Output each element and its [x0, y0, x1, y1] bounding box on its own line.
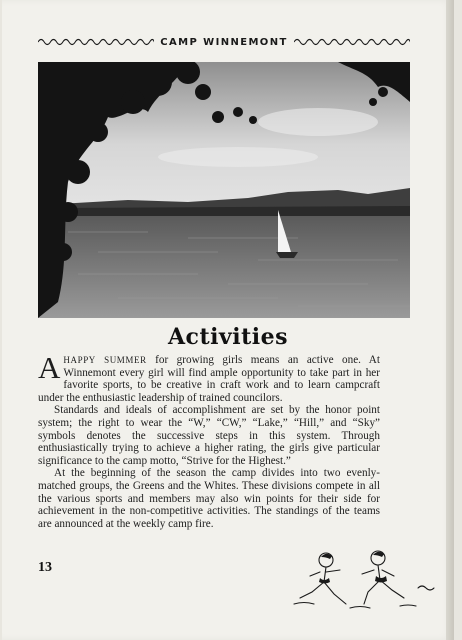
header-title: CAMP WINNEMONT [160, 36, 288, 48]
lake-sailboat-photo [38, 62, 410, 318]
drop-cap: A [38, 350, 61, 385]
paragraph-1-text: for growing girls means an active one. At Winnemont every girl will find ample opportunity to take part in her favorite sports, to be creative in craft work and to learn campcraft under the enthusiastic leadership of trained councilors. [38, 354, 380, 404]
right-ornament-border [294, 37, 410, 47]
paragraph-1 [38, 350, 380, 404]
paragraph-3: At the beginning of the season the camp divides into two evenly-matched groups, the Greens and the Whites. These divisions compete in all the various sports and members may also win points for their side for achievement in the non-competitive activities. The standings of the teams are announced at the weekly camp fire. [38, 467, 380, 530]
page-number: 13 [38, 560, 52, 575]
paragraph-2: Standards and ideals of accomplishment are set by the honor point system; the right to wear the “W,” “CW,” “Lake,” “Hill,” and “Sky” symbols denotes the successive steps in this system. Through enthusiastically trying to achieve a higher rating, the girls give particular significance to the camp motto, “Strive for the Highest.” [38, 404, 380, 467]
page-edge [446, 0, 454, 640]
small-caps-lead: HAPPY SUMMER [63, 355, 147, 365]
article-body [38, 350, 380, 530]
running-girls-illustration [290, 548, 450, 620]
section-title: Activities [167, 324, 289, 350]
running-header [38, 34, 410, 50]
document-page [2, 0, 454, 640]
left-ornament-border [38, 37, 154, 47]
